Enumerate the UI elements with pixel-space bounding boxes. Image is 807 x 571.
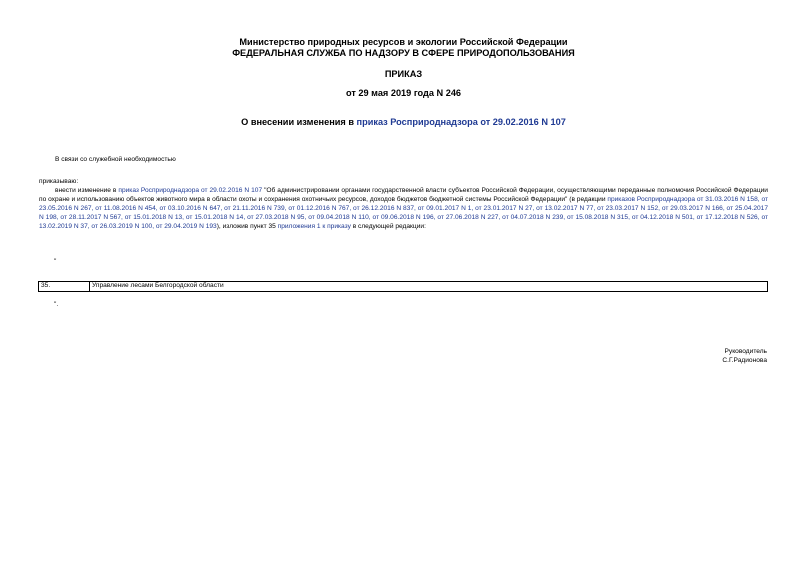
order-107-link[interactable]: приказ Росприроднадзора от 29.02.2016 N 107 — [118, 187, 263, 194]
document-type: ПРИКАЗ — [384, 69, 423, 79]
main-paragraph — [39, 187, 768, 232]
table-cell-name: Управление лесами Белгородской области — [92, 282, 224, 289]
document-date-number: от 29 мая 2019 года N 246 — [345, 88, 462, 98]
amending-orders-link[interactable]: приказов Росприроднадзора от 31.03.2016 N 158, от 23.05.2016 N 267, от 11.08.2016 N 454, от 03.10.2016 N 647, от 21.11.2016 N 739, от 01.12.2016 N 767, от 26.12.2016 N 837, от 09.01.2017 N 1, от 23.01.2017 N 27, от 13.02.2017 N 77, от 23.03.2017 N 152, от 29.03.2017 N 166, от 25.04.2017 N 198, от 28.11.2017 N 567, от 15.01.2018 N 13, от 15.01.2018 N 14, от 27.03.2018 N 95, от 09.04.2018 N 110, от 09.06.2018 N 196, от 27.06.2018 N 227, от 04.07.2018 N 239, от 15.08.2018 N 315, от 04.12.2018 N 501, от 17.12.2018 N 526, от 13.02.2019 N 37, от 26.03.2019 N 100, от 29.04.2019 N 193 — [39, 195, 768, 230]
signature-name: С.Г.Радионова — [722, 357, 767, 364]
order-word: приказываю: — [39, 178, 79, 185]
quote-open: " — [54, 258, 57, 265]
title-order-link[interactable]: приказ Росприроднадзора от 29.02.2016 N 107 — [356, 117, 566, 127]
paragraph-text-1: внести изменение в — [55, 187, 119, 194]
item-table — [38, 281, 768, 292]
signature-position: Руководитель — [724, 348, 767, 355]
intro-text: В связи со служебной необходимостью — [55, 156, 176, 163]
ministry-name: Министерство природных ресурсов и экологии Российской Федерации — [239, 37, 568, 47]
quote-close: ". — [54, 301, 59, 308]
document-title — [0, 117, 807, 128]
service-name: ФЕДЕРАЛЬНАЯ СЛУЖБА ПО НАДЗОРУ В СФЕРЕ ПРИРОДОПОЛЬЗОВАНИЯ — [232, 48, 575, 58]
title-prefix: О внесении изменения в — [241, 117, 357, 127]
table-cell-number: 35. — [39, 282, 90, 291]
paragraph-text-4: в следующей редакции: — [350, 222, 426, 230]
paragraph-text-2: "Об администрировании органами государственной власти субъектов Российской Федерации, осуществляющими переданные полномочия Российской Федерации по охране и использованию объектов животного мира в области охоты и сохранения охотничьих ресурсов, доходов бюджетов бюджетной системы Российской Федерации" (в редакции — [39, 187, 768, 203]
appendix-1-link[interactable]: приложения 1 к приказу — [277, 222, 351, 230]
paragraph-text-3: ), изложив пункт 35 — [216, 222, 278, 230]
